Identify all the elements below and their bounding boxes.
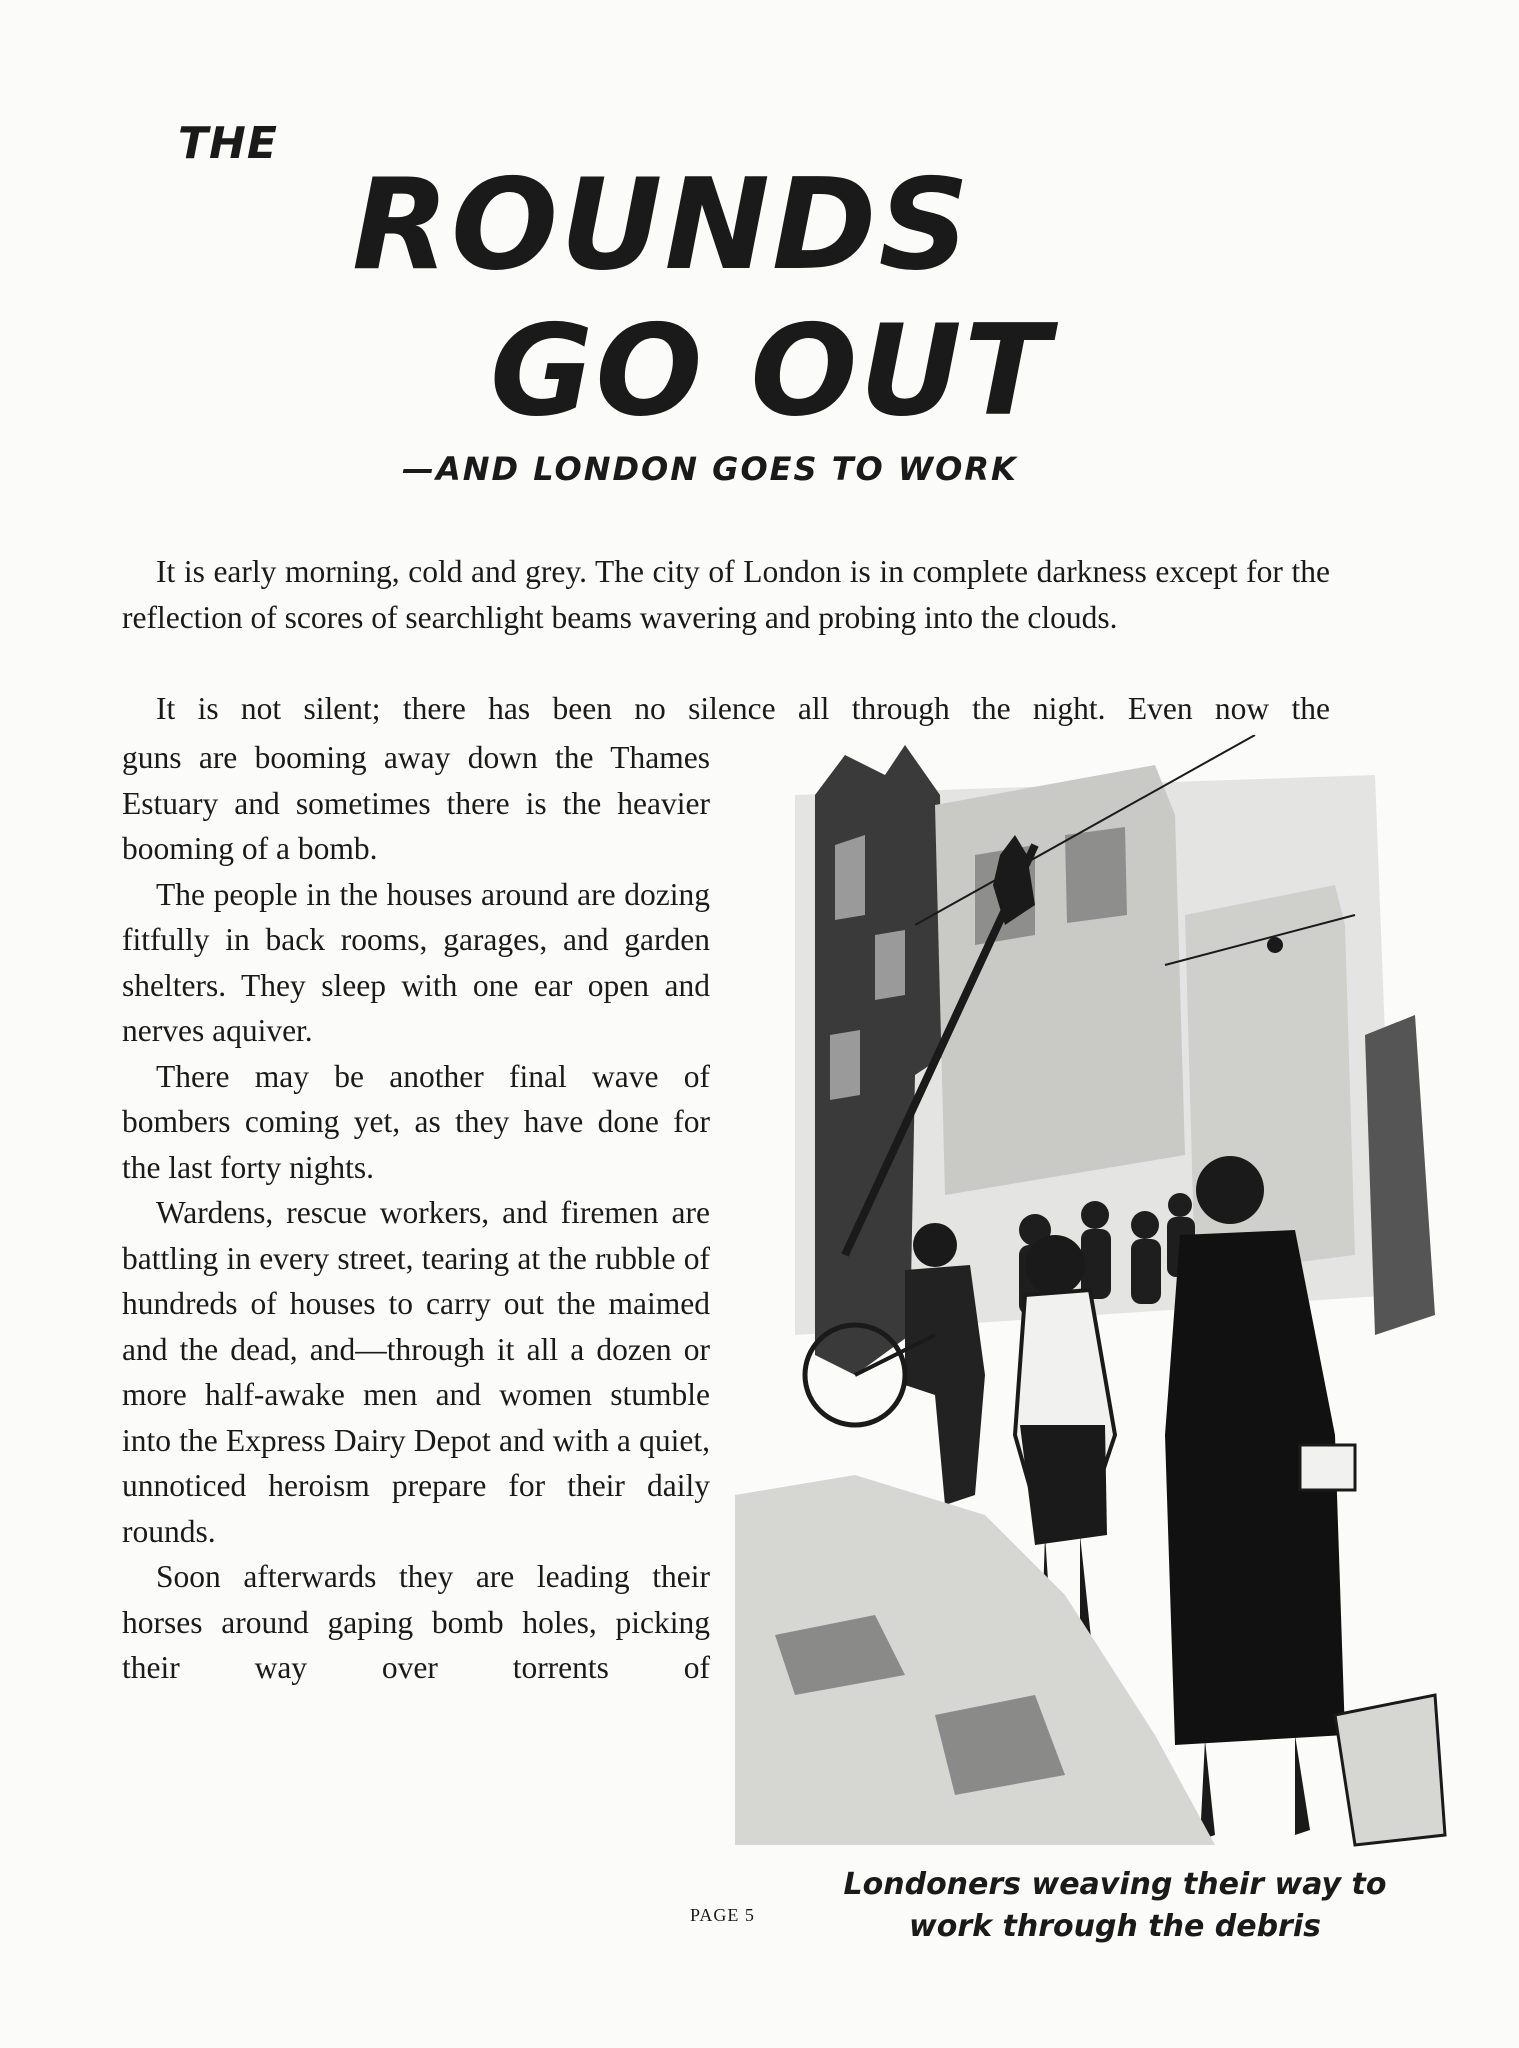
headline-line-2: GO OUT — [490, 297, 1052, 444]
caption-line-2: work through the debris — [909, 1909, 1321, 1944]
headline-the: THE — [178, 118, 278, 169]
article-paragraph-2-lead: It is not silent; there has been no silence all through the night. Even now the — [156, 691, 1330, 726]
illustration-caption — [795, 1864, 1435, 1948]
blitz-street-illustration — [735, 735, 1455, 1855]
article-paragraph-1: It is early morning, cold and grey. The city of London is in complete darkness except for the reflection of scores of searchlight beams wavering and probing into the clouds. — [122, 554, 1330, 635]
article-column — [122, 735, 710, 1691]
caption-line-1: Londoners weaving their way to — [843, 1867, 1387, 1902]
page-number: PAGE 5 — [690, 1905, 755, 1925]
article-paragraph-5: Wardens, rescue workers, and firemen are battling in every street, tearing at the rubble of hundreds of houses to carry out the maimed and the dead, and—through it all a dozen or more half-awake men and women stumble into the Express Dairy Depot and with a quiet, unnoticed heroism prepare for their daily rounds. — [122, 1195, 710, 1549]
headline-subtitle: —AND LONDON GOES TO WORK — [402, 450, 1018, 488]
headline-line-1: ROUNDS — [352, 151, 972, 298]
article-paragraph-3: The people in the houses around are dozing fitfully in back rooms, garages, and garden shelters. They sleep with one ear open and nerves aquiver. — [122, 876, 710, 1048]
article-paragraph-4: There may be another final wave of bombers coming yet, as they have done for the last forty nights. — [122, 1058, 710, 1185]
article-paragraph-6: Soon afterwards they are leading their horses around gaping bomb holes, picking their way over torrents of — [122, 1559, 710, 1685]
article-paragraph-2-continued: guns are booming away down the Thames Estuary and sometimes there is the heavier booming of a bomb. — [122, 740, 710, 866]
